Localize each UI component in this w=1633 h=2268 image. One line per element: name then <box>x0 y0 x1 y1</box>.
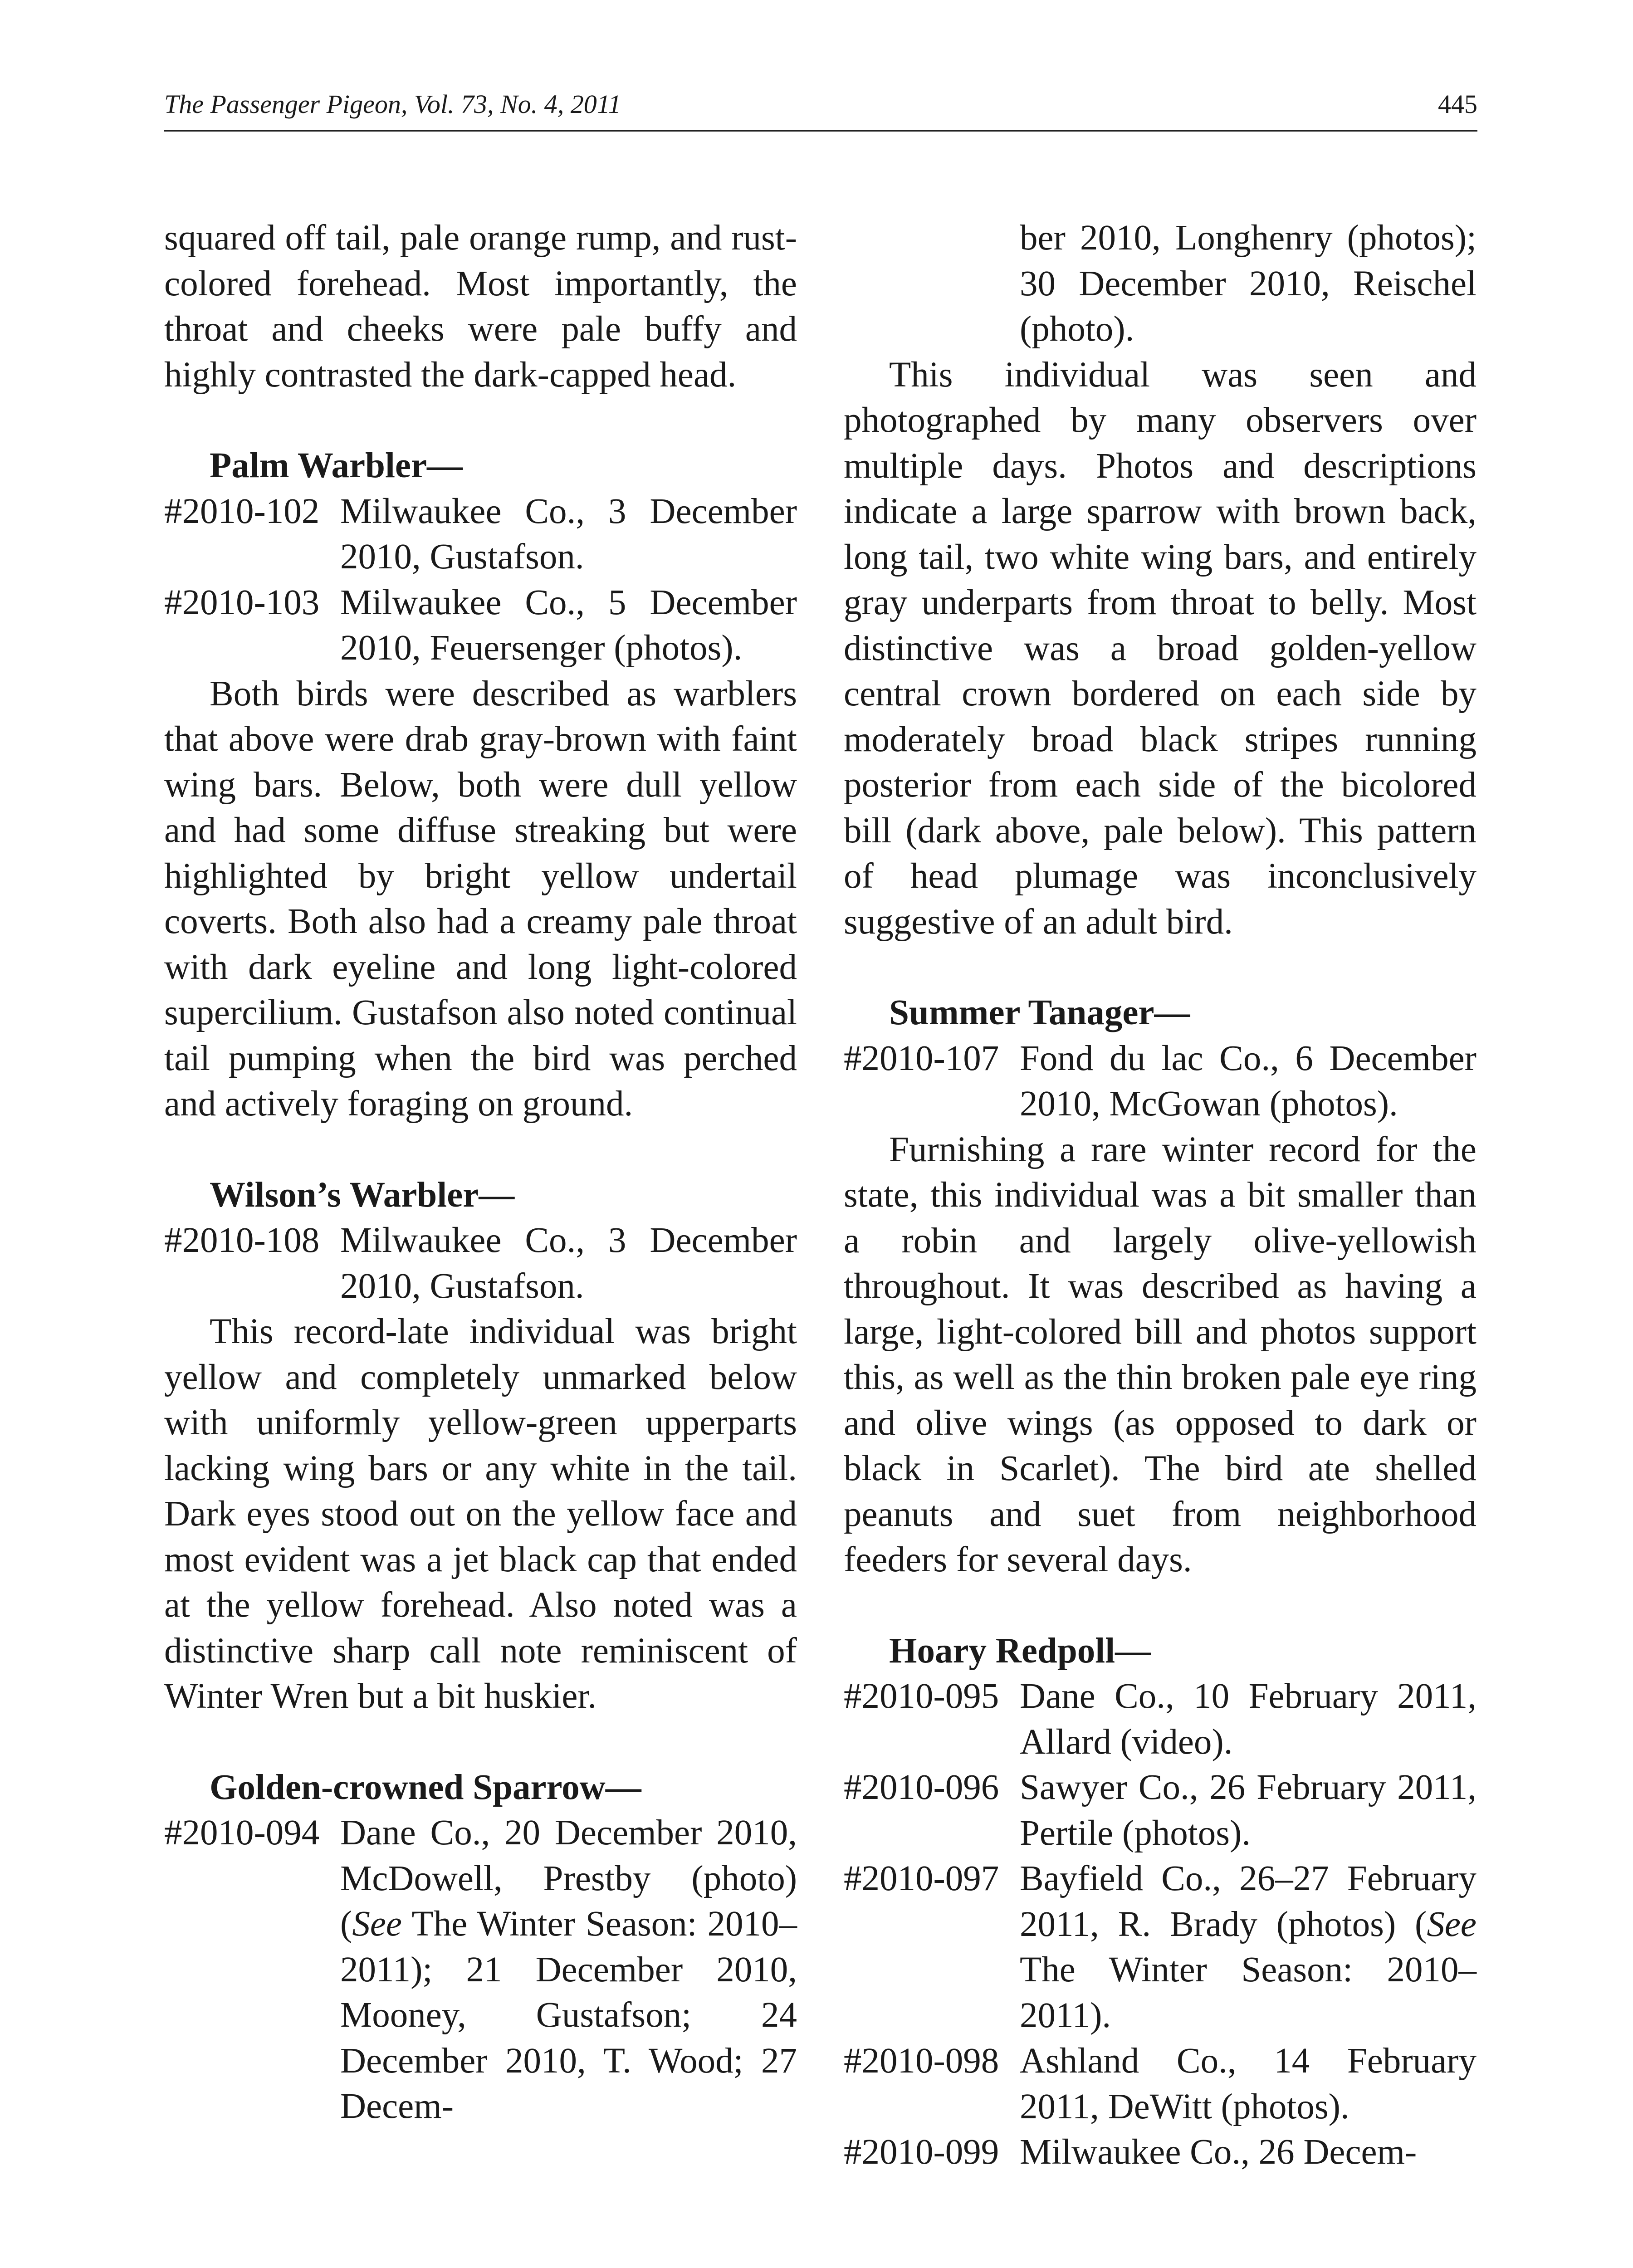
intro-paragraph: squared off tail, pale orange rump, and rust-colored forehead. Most importantly, the throat and cheeks were pale buffy and highly contrasted the dark-capped head. <box>164 218 797 395</box>
record-entry <box>164 489 797 580</box>
record-text: Milwaukee Co., 26 Decem- <box>1020 2132 1417 2172</box>
record-entry <box>844 1856 1477 2038</box>
see-reference: See <box>1427 1904 1477 1944</box>
species-description: This individual was seen and photographed by many observers over multiple days. Photos and descriptions indicate a large sparrow with brown back, long tail, two white wing bars, and entirely gray underparts from throat to belly. Most distinctive was a broad golden-yellow central crown bordered on each side by moderately broad black stripes running posterior from each side of the bicolored bill (dark above, pale below). This pattern of head plumage was inconclusively suggestive of an adult bird. <box>844 355 1477 942</box>
record-number: #2010-098 <box>844 2041 999 2081</box>
record-entry <box>844 1765 1477 1856</box>
record-number: #2010-096 <box>844 1768 999 1807</box>
left-column <box>164 215 797 2130</box>
record-entry <box>844 2038 1477 2130</box>
record-number: #2010-097 <box>844 1859 999 1898</box>
record-number: #2010-094 <box>164 1813 320 1853</box>
record-text: Dane Co., 10 February 2011, Allard (video). <box>1020 1677 1477 1762</box>
record-text: Milwaukee Co., 3 December 2010, Gustafson. <box>340 491 797 577</box>
record-text: Ashland Co., 14 February 2011, DeWitt (photos). <box>1020 2041 1477 2126</box>
record-number: #2010-102 <box>164 491 320 531</box>
record-entry <box>844 1036 1477 1127</box>
record-number: #2010-108 <box>164 1221 320 1260</box>
record-text: Sawyer Co., 26 February 2011, Pertile (photos). <box>1020 1768 1477 1853</box>
record-text-cont: The Winter Season: 2010–2011). <box>1020 1950 1477 2035</box>
record-entry <box>844 1674 1477 1765</box>
species-description: Furnishing a rare winter record for the state, this individual was a bit smaller than a robin and largely olive-yellowish throughout. It was described as having a large, light-colored bill and photos support this, as well as the thin broken pale eye ring and olive wings (as opposed to dark or black in Scarlet). The bird ate shelled peanuts and suet from neighborhood feeders for several days. <box>844 1129 1477 1579</box>
record-entry <box>164 580 797 671</box>
record-text: Dane Co., 20 December 2010, McDowell, Prestby (photo) ( <box>340 1813 797 1944</box>
record-text-cont: The Winter Season: 2010–2011); 21 December 2010, Mooney, Gustafson; 24 December 2010, T. Wood; 27 Decem- <box>340 1904 797 2126</box>
record-entry <box>844 2130 1477 2175</box>
species-heading-hoary-redpoll: Hoary Redpoll— <box>889 1631 1151 1671</box>
record-continuation: ber 2010, Longhenry (photos); 30 December 2010, Reischel (photo). <box>1020 218 1477 349</box>
record-text: Milwaukee Co., 3 December 2010, Gustafson. <box>340 1221 797 1306</box>
see-reference: See <box>352 1904 402 1944</box>
species-description: Both birds were described as warblers that above were drab gray-brown with faint wing bars. Below, both were dull yellow and had some diffuse streaking but were highlighted by bright yellow undertail coverts. Both also had a creamy pale throat with dark eyeline and long light-colored supercilium. Gustafson also noted continual tail pumping when the bird was perched and actively foraging on ground. <box>164 674 797 1124</box>
record-text: Fond du lac Co., 6 December 2010, McGowan (photos). <box>1020 1038 1477 1124</box>
right-column <box>844 215 1477 2175</box>
page-number: 445 <box>1438 89 1477 119</box>
species-heading-wilsons-warbler: Wilson’s Warbler— <box>210 1175 515 1215</box>
species-description: This record-late individual was bright yellow and completely unmarked below with uniformly yellow-green upperparts lacking wing bars or any white in the tail. Dark eyes stood out on the yellow face and most evident was a jet black cap that ended at the yellow forehead. Also noted was a distinctive sharp call note reminiscent of Winter Wren but a bit huskier. <box>164 1312 797 1716</box>
record-number: #2010-107 <box>844 1038 999 1078</box>
journal-citation: The Passenger Pigeon, Vol. 73, No. 4, 2011 <box>164 89 621 119</box>
record-entry <box>164 1810 797 2130</box>
record-number: #2010-095 <box>844 1677 999 1716</box>
species-heading-palm-warbler: Palm Warbler— <box>210 446 463 485</box>
record-entry <box>164 1218 797 1309</box>
running-header <box>164 86 1477 132</box>
species-heading-summer-tanager: Summer Tanager— <box>889 993 1190 1032</box>
record-number: #2010-099 <box>844 2132 999 2172</box>
species-heading-golden-crowned-sparrow: Golden-crowned Sparrow— <box>210 1767 641 1807</box>
record-number: #2010-103 <box>164 582 320 622</box>
record-text: Milwaukee Co., 5 December 2010, Feuersenger (photos). <box>340 582 797 668</box>
record-text: Bayfield Co., 26–27 February 2011, R. Brady (photos) ( <box>1020 1859 1477 1944</box>
